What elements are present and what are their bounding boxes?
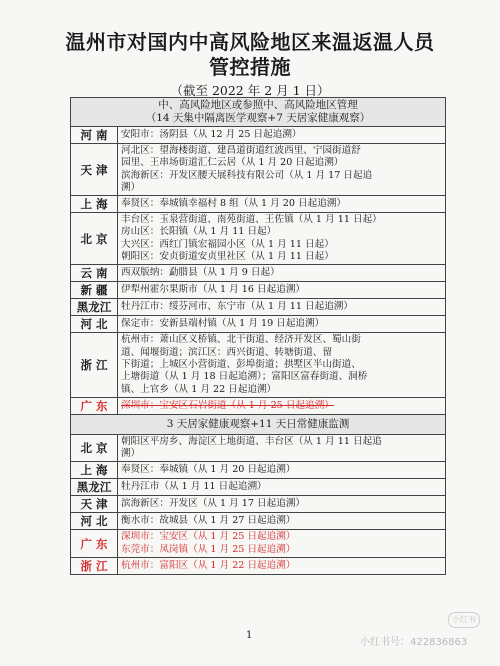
- area-detail-cell: [118, 333, 445, 396]
- date-note: （截至 2022 年 2 月 1 日）: [170, 83, 330, 98]
- area-detail-line: 下街道；上城区小营街道、彭埠街道；拱墅区半山街道、: [121, 358, 361, 370]
- province-cell: 天 津: [71, 144, 118, 195]
- monitoring-rows: [71, 435, 445, 575]
- section-header-high-risk: [71, 98, 445, 127]
- table-row: [71, 196, 445, 213]
- table-row: [71, 479, 445, 496]
- page-title: 温州市对国内中高风险地区来温返温人员: [65, 30, 435, 54]
- area-detail-cell: [118, 513, 445, 529]
- province-cell: 北 京: [71, 213, 118, 264]
- area-detail-cell: [118, 144, 445, 195]
- area-detail-line: 滨海新区：开发区腰天展科技有限公司（从 1 月 17 日起追: [121, 169, 373, 181]
- area-detail-line: 深圳市：宝安区（从 1 月 25 日起追溯）: [121, 531, 296, 543]
- area-detail-line: 保定市：安新县端村镇（从 1 月 19 日起追溯）: [121, 318, 325, 330]
- area-detail-line: 朝阳区平房乡、海淀区上地街道、丰台区（从 1 月 11 日起追: [121, 435, 382, 447]
- province-cell: 上 海: [71, 196, 118, 212]
- province-cell: 上 海: [71, 462, 118, 478]
- table-row: [71, 316, 445, 333]
- province-cell: 黑龙江: [71, 479, 118, 495]
- area-detail-cell: [118, 299, 445, 315]
- area-detail-cell: [118, 435, 445, 462]
- area-detail-line: 杭州市：萧山区义桥镇、北干街道、经济开发区、蜀山街: [121, 334, 361, 346]
- page-title-line2: 管控措施: [209, 55, 291, 79]
- table-row: [71, 213, 445, 265]
- area-detail-cell: [118, 462, 445, 478]
- area-detail-cell: [118, 316, 445, 332]
- area-detail-cell: [118, 479, 445, 495]
- area-detail-cell: [118, 496, 445, 512]
- table-row: [71, 144, 445, 196]
- watermark-logo: 小红书: [448, 612, 480, 628]
- province-cell: 广 东: [71, 530, 118, 557]
- section-title: 中、高风险地区或参照中、高风险地区管理: [158, 99, 358, 111]
- area-detail-line: 伊犁州霍尔果斯市（从 1 月 16 日起追溯）: [121, 284, 306, 296]
- area-detail-line: 溯）: [121, 181, 141, 193]
- table-row: [71, 282, 445, 299]
- section-header-monitoring: [71, 415, 445, 435]
- area-detail-line: 牡丹江市：绥芬河市、东宁市（从 1 月 11 日起追溯）: [121, 301, 353, 313]
- table-row: [71, 435, 445, 463]
- high-risk-rows: [71, 127, 445, 415]
- area-detail-line: 西双版纳：勐腊县（从 1 月 9 日起）: [121, 267, 280, 279]
- area-detail-line: 东莞市：凤岗镇（从 1 月 25 日起追溯）: [121, 543, 296, 555]
- area-detail-line: 镇、上官乡（从 1 月 22 日起追溯）: [121, 383, 277, 395]
- province-cell: 新 疆: [71, 282, 118, 298]
- area-detail-cell: [118, 265, 445, 281]
- province-cell: 河 北: [71, 513, 118, 529]
- table-row: [71, 496, 445, 513]
- province-cell: 北 京: [71, 435, 118, 462]
- table-row: [71, 558, 445, 575]
- section-subtitle: （14 天集中隔离医学观察+7 天居家健康观察）: [145, 112, 371, 124]
- province-cell: 云 南: [71, 265, 118, 281]
- province-cell: 天 津: [71, 496, 118, 512]
- province-cell: 浙 江: [71, 333, 118, 396]
- area-detail-line: 安阳市：汤阴县（从 12 月 25 日起追溯）: [121, 128, 302, 140]
- province-cell: 河 南: [71, 127, 118, 143]
- table-row: [71, 127, 445, 144]
- area-detail-cell: [118, 398, 445, 414]
- area-detail-line: 房山区：长阳镇（从 1 月 11 日起）: [121, 226, 277, 238]
- area-detail-line: 奉贤区：奉城镇（从 1 月 20 日起追溯）: [121, 464, 296, 476]
- area-detail-line: 牡丹江市（从 1 月 11 日起追溯）: [121, 481, 267, 493]
- province-cell: 广 东: [71, 398, 118, 414]
- table-row: [71, 299, 445, 316]
- area-detail-line: 奉贤区：奉城镇幸福村 8 组（从 1 月 20 日起追溯）: [121, 198, 346, 210]
- table-row: [71, 398, 445, 415]
- area-detail-line: 上塘街道（从 1 月 18 日起追溯）；富阳区富春街道、洞桥: [121, 371, 368, 383]
- table-row: [71, 530, 445, 558]
- province-cell: 黑龙江: [71, 299, 118, 315]
- area-detail-line: 滨海新区：开发区（从 1 月 17 日起追溯）: [121, 498, 306, 510]
- table-row: [71, 265, 445, 282]
- measures-table: [70, 97, 446, 575]
- area-detail-line: 杭州市：富阳区（从 1 月 22 日起追溯）: [121, 559, 296, 571]
- area-detail-cell: [118, 282, 445, 298]
- table-row: [71, 333, 445, 397]
- watermark: 小红书号：422836863: [360, 637, 468, 648]
- area-detail-line: 园里、王串场街道汇仁云居（从 1 月 20 日起追溯）: [121, 157, 344, 169]
- area-detail-line: 衡水市：故城县（从 1 月 27 日起追溯）: [121, 515, 296, 527]
- area-detail-line: 河北区：望海楼街道、建昌道街道红波西里、宁园街道舒: [121, 145, 361, 156]
- area-detail-line: 溯）: [121, 448, 141, 460]
- area-detail-line: 道、闻堰街道；滨江区：西兴街道、转塘街道、留: [121, 346, 333, 358]
- page-number: 1: [246, 630, 253, 641]
- area-detail-cell: [118, 530, 445, 557]
- table-row: [71, 513, 445, 530]
- area-detail-cell: [118, 213, 445, 264]
- section-title: 3 天居家健康观察+11 天日常健康监测: [166, 417, 350, 430]
- area-detail-cell: [118, 196, 445, 212]
- table-row: [71, 462, 445, 479]
- province-cell: 河 北: [71, 316, 118, 332]
- area-detail-cell: [118, 558, 445, 574]
- area-detail-line: 深圳市：宝安区石岩街道（从 1 月 25 日起追溯）: [121, 399, 334, 411]
- province-cell: 浙 江: [71, 558, 118, 574]
- area-detail-cell: [118, 127, 445, 143]
- area-detail-line: 朝阳区：安贞街道安贞里社区（从 1 月 11 日起）: [121, 251, 334, 263]
- area-detail-line: 大兴区：西红门镇宏福园小区（从 1 月 11 日起）: [121, 238, 334, 250]
- area-detail-line: 丰台区：玉泉营街道、南苑街道、王佐镇（从 1 月 11 日起）: [121, 214, 382, 226]
